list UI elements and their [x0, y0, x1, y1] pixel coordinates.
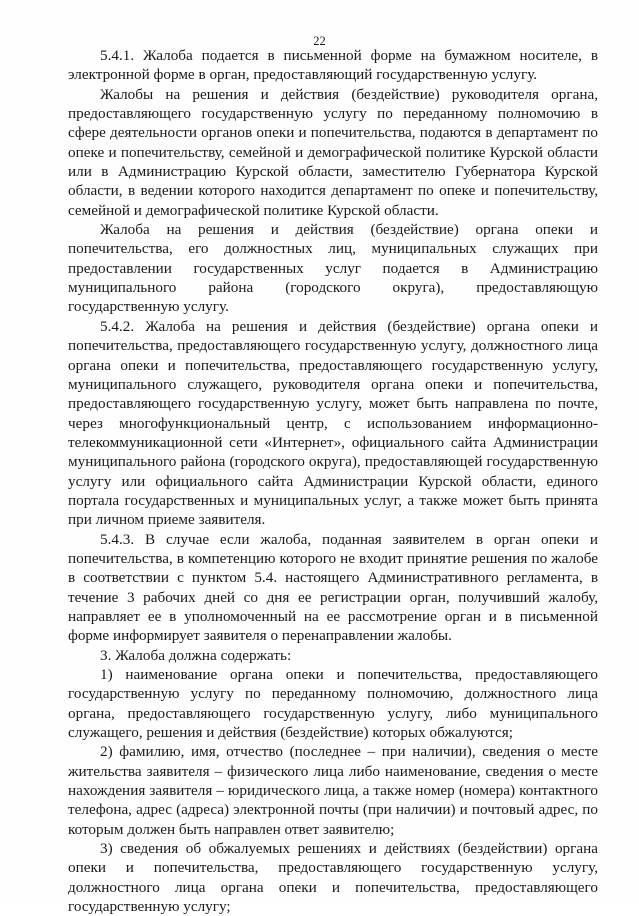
paragraph-complaint-contents: 3. Жалоба должна содержать: [100, 646, 292, 664]
paragraph-5-4-2: 5.4.2. Жалоба на решения и действия (бездействие) органа опеки и попечительства, предоставляющего государственную услугу, должностного лица органа опеки и попечительства, предоставляющего государственную услугу, муниципального служащего, руководителя органа опеки и попечительства, предоставляющего государственную услугу, может быть направлена по почте, через многофункциональный центр, с использованием информационно-телекоммуникационной сети «Интернет», официального сайта Администрации муниципального района (городского округа), предоставляющей государственную услугу или официального сайта Администрации Курской области, единого портала государственных и муниципальных услуг, а также может быть принята при личном приеме заявителя. [68, 317, 598, 529]
list-item-2: 2) фамилию, имя, отчество (последнее – при наличии), сведения о месте жительства заявителя – физического лица либо наименование, сведения о месте нахождения заявителя – юридического лица, а также номер (номера) контактного телефона, адрес (адреса) электронной почты (при наличии) и почтовый адрес, по которым должен быть направлен ответ заявителю; [68, 743, 598, 838]
document-body [68, 46, 598, 916]
page-number: 22 [313, 34, 326, 48]
paragraph-complaints-head: Жалобы на решения и действия (бездействие) руководителя органа, предоставляющего государственную услугу по переданному полномочию в сфере деятельности органов опеки и попечительства, подаются в департамент по опеке и попечительству, семейной и демографической политике Курской области или в Администрацию Курской области, заместителю Губернатора Курской области, в ведении которого находится департамент по опеке и попечительству, семейной и демографической политике Курской области. [68, 85, 598, 219]
list-item-3: 3) сведения об обжалуемых решениях и действиях (бездействии) органа опеки и попечительства, предоставляющего государственную услугу, должностного лица органа опеки и попечительства, предоставляющего государственную услугу; [68, 840, 598, 916]
list-item-1: 1) наименование органа опеки и попечительства, предоставляющего государственную услугу по переданному полномочию, должностного лица органа, предоставляющего государственную услугу, либо муниципального служащего, решения и действия (бездействие) которых обжалуются; [68, 666, 598, 742]
paragraph-5-4-3: 5.4.3. В случае если жалоба, поданная заявителем в орган опеки и попечительства, в компетенцию которого не входит принятие решения по жалобе в соответствии с пунктом 5.4. настоящего Административного регламента, в течение 3 рабочих дней со дня ее регистрации орган, получивший жалобу, направляет ее в уполномоченный на ее рассмотрение орган и в письменной форме информирует заявителя о перенаправлении жалобы. [68, 530, 598, 645]
paragraph-5-4-1: 5.4.1. Жалоба подается в письменной форме на бумажном носителе, в электронной форме в орган, предоставляющий государственную услугу. [68, 47, 598, 84]
paragraph-complaints-guardianship: Жалоба на решения и действия (бездействие) органа опеки и попечительства, его должностных лиц, муниципальных служащих при предоставлении государственных услуг подается в Администрацию муниципального района (городского округа), предоставляющую государственную услугу. [68, 221, 598, 316]
